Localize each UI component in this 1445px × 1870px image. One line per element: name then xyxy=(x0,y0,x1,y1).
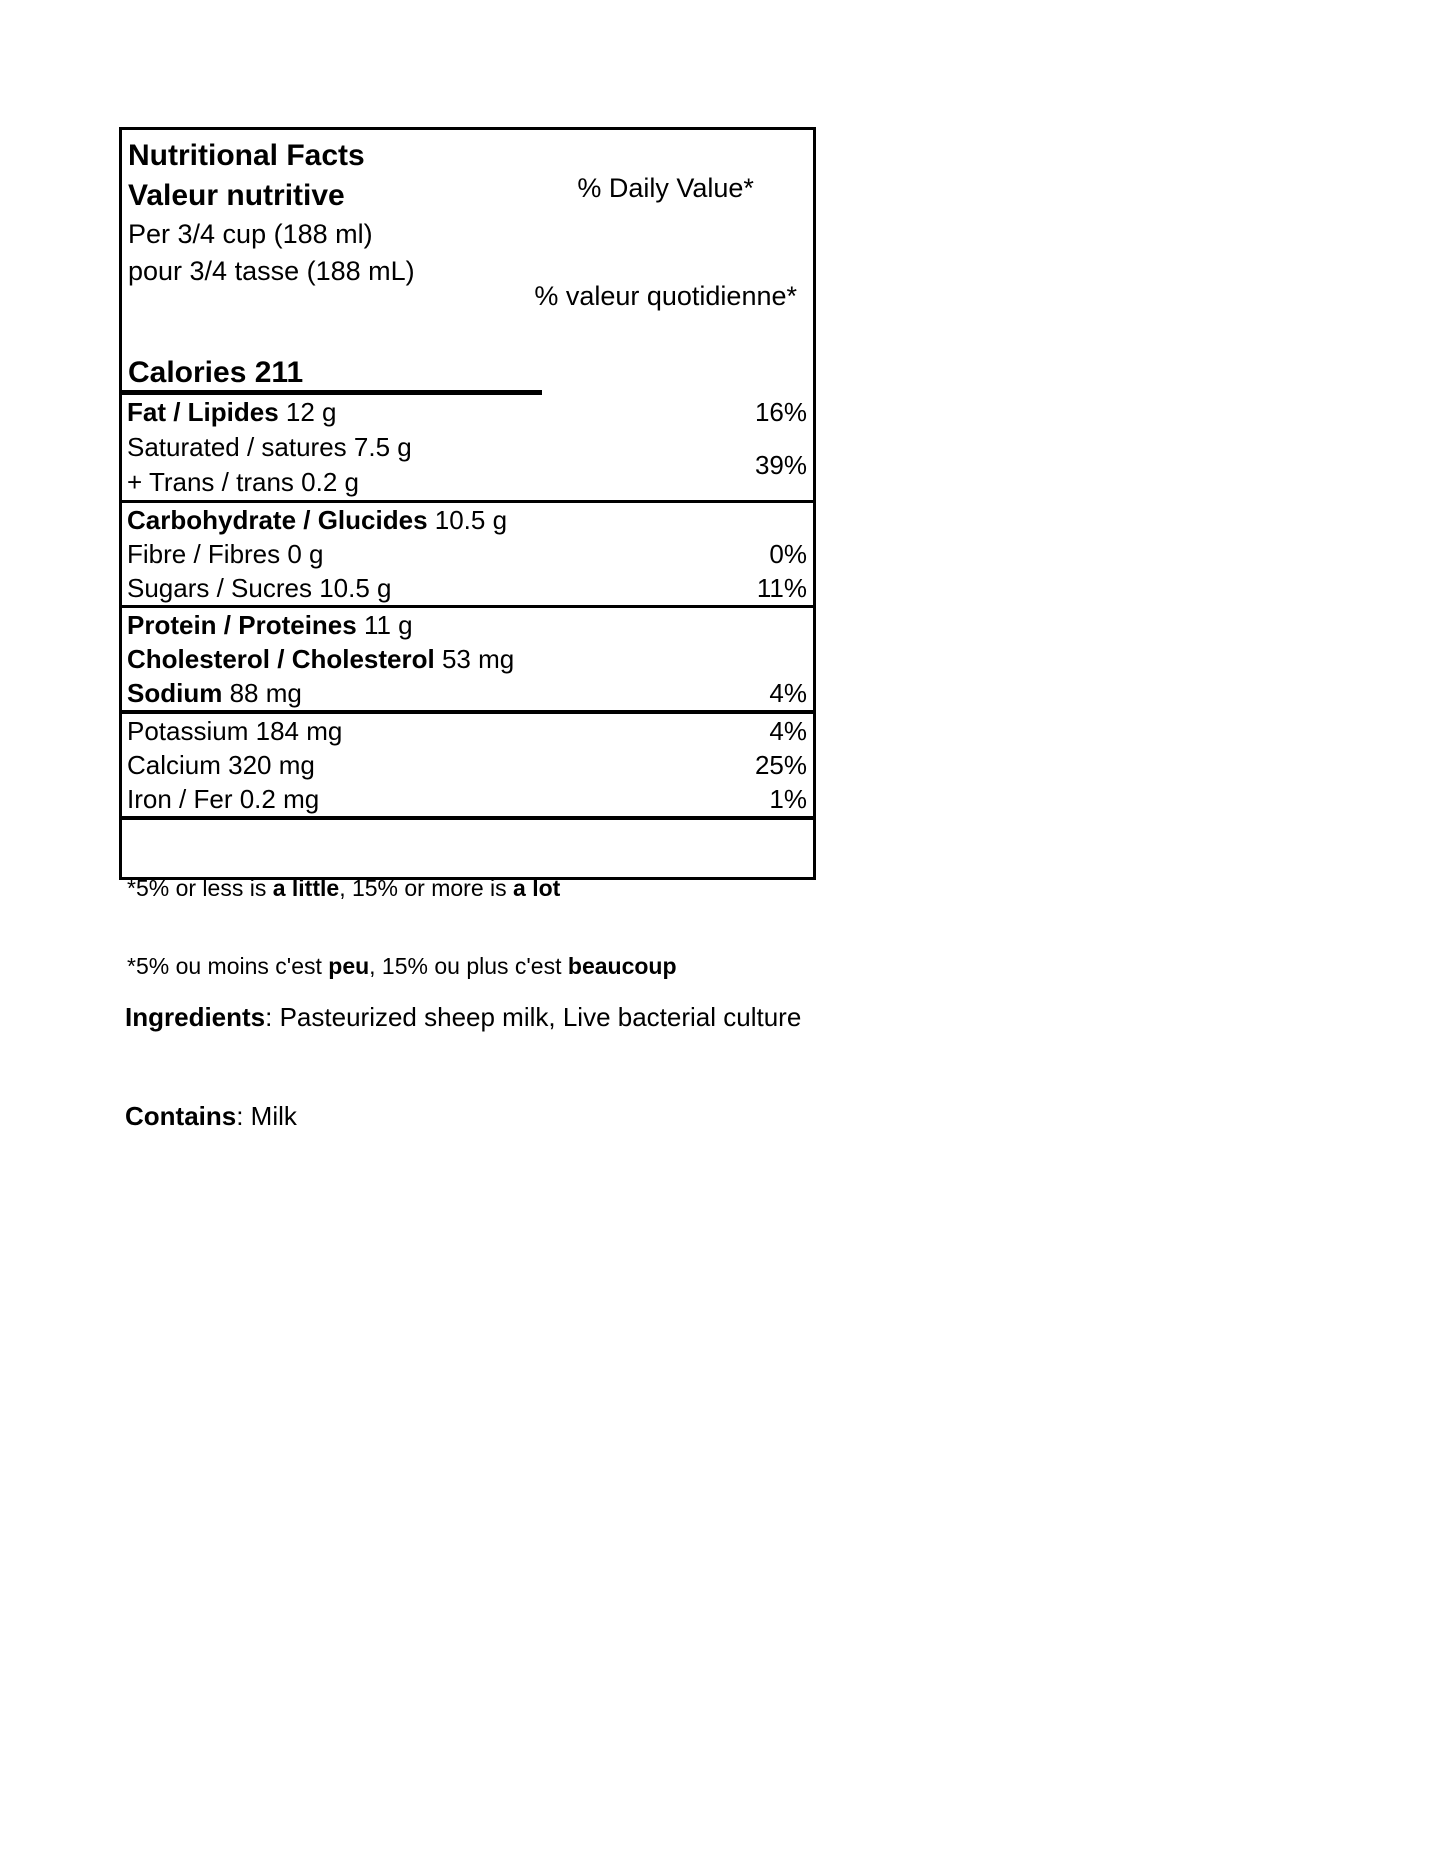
mineral-section xyxy=(122,710,813,816)
fat-dv: 16% xyxy=(754,397,807,427)
iron-dv: 1% xyxy=(769,783,807,814)
footnote-en-bold1: a little xyxy=(272,875,340,901)
sodium-label: Sodium xyxy=(127,677,223,708)
fat-label: Fat / Lipides xyxy=(127,397,279,427)
sodium-row xyxy=(122,676,693,710)
potassium-row: Potassium 184 mg xyxy=(127,715,343,746)
contains-label: Contains xyxy=(125,1101,237,1131)
contains-line xyxy=(125,1100,801,1133)
carbohydrate-amount: 10.5 g xyxy=(427,504,508,535)
protein-row xyxy=(122,608,693,642)
fibre-row: Fibre / Fibres 0 g xyxy=(127,538,324,569)
ingredients-line xyxy=(125,1001,801,1034)
sodium-dv: 4% xyxy=(769,677,807,708)
carbohydrate-label: Carbohydrate / Glucides xyxy=(127,504,428,535)
label-title-en: Nutritional Facts xyxy=(128,139,365,172)
label-title-fr: Valeur nutritive xyxy=(128,179,345,212)
potassium-dv: 4% xyxy=(769,715,807,746)
carbohydrate-row xyxy=(122,503,693,537)
fat-section xyxy=(122,395,813,500)
iron-row: Iron / Fer 0.2 mg xyxy=(127,783,320,814)
cholesterol-row xyxy=(122,642,693,676)
footnote-en-pre: *5% or less is xyxy=(127,875,273,901)
label-header xyxy=(122,130,813,390)
carbohydrate-section xyxy=(122,500,813,605)
footnote-en-mid: , 15% or more is xyxy=(339,875,514,901)
saturated-trans-dv: 39% xyxy=(754,449,807,480)
ingredients-section xyxy=(125,935,801,1199)
sugars-dv: 11% xyxy=(756,572,807,603)
fat-amount: 12 g xyxy=(278,397,337,427)
footnote-en-bold2: a lot xyxy=(513,875,561,901)
protein-amount: 11 g xyxy=(356,609,413,640)
calories-row xyxy=(128,356,303,390)
nutrition-label xyxy=(119,127,816,979)
sugars-row: Sugars / Sucres 10.5 g xyxy=(127,572,392,603)
cholesterol-amount: 53 mg xyxy=(434,643,515,674)
daily-value-header-fr: % valeur quotidienne* xyxy=(534,281,797,311)
ingredients-label: Ingredients xyxy=(125,1002,266,1032)
footnote-fr-mid: , 15% ou plus c'est xyxy=(369,953,568,979)
daily-value-header-en: % Daily Value* xyxy=(577,173,754,203)
footnote-fr-bold2: beaucoup xyxy=(567,953,677,979)
footnote-fr-bold1: peu xyxy=(328,953,370,979)
sodium-amount: 88 mg xyxy=(222,677,302,708)
saturated-row: Saturated / satures 7.5 g xyxy=(127,432,412,462)
serving-size-en: Per 3/4 cup (188 ml) xyxy=(128,219,373,249)
serving-size-fr: pour 3/4 tasse (188 mL) xyxy=(128,256,415,286)
ingredients-value: : Pasteurized sheep milk, Live bacterial culture xyxy=(265,1002,802,1032)
footnote-en xyxy=(127,875,813,901)
protein-section xyxy=(122,605,813,710)
calcium-row: Calcium 320 mg xyxy=(127,749,315,780)
calcium-dv: 25% xyxy=(754,749,807,780)
cholesterol-label: Cholesterol / Cholesterol xyxy=(127,643,435,674)
calories-word: Calories xyxy=(128,356,247,389)
contains-value: : Milk xyxy=(236,1101,297,1131)
fat-row xyxy=(122,395,693,430)
calories-value: 211 xyxy=(246,356,304,389)
protein-label: Protein / Proteines xyxy=(127,609,357,640)
trans-row: + Trans / trans 0.2 g xyxy=(127,467,359,497)
fibre-dv: 0% xyxy=(769,538,807,569)
footnote-fr-pre: *5% ou moins c'est xyxy=(127,953,329,979)
daily-value-header xyxy=(534,98,797,386)
